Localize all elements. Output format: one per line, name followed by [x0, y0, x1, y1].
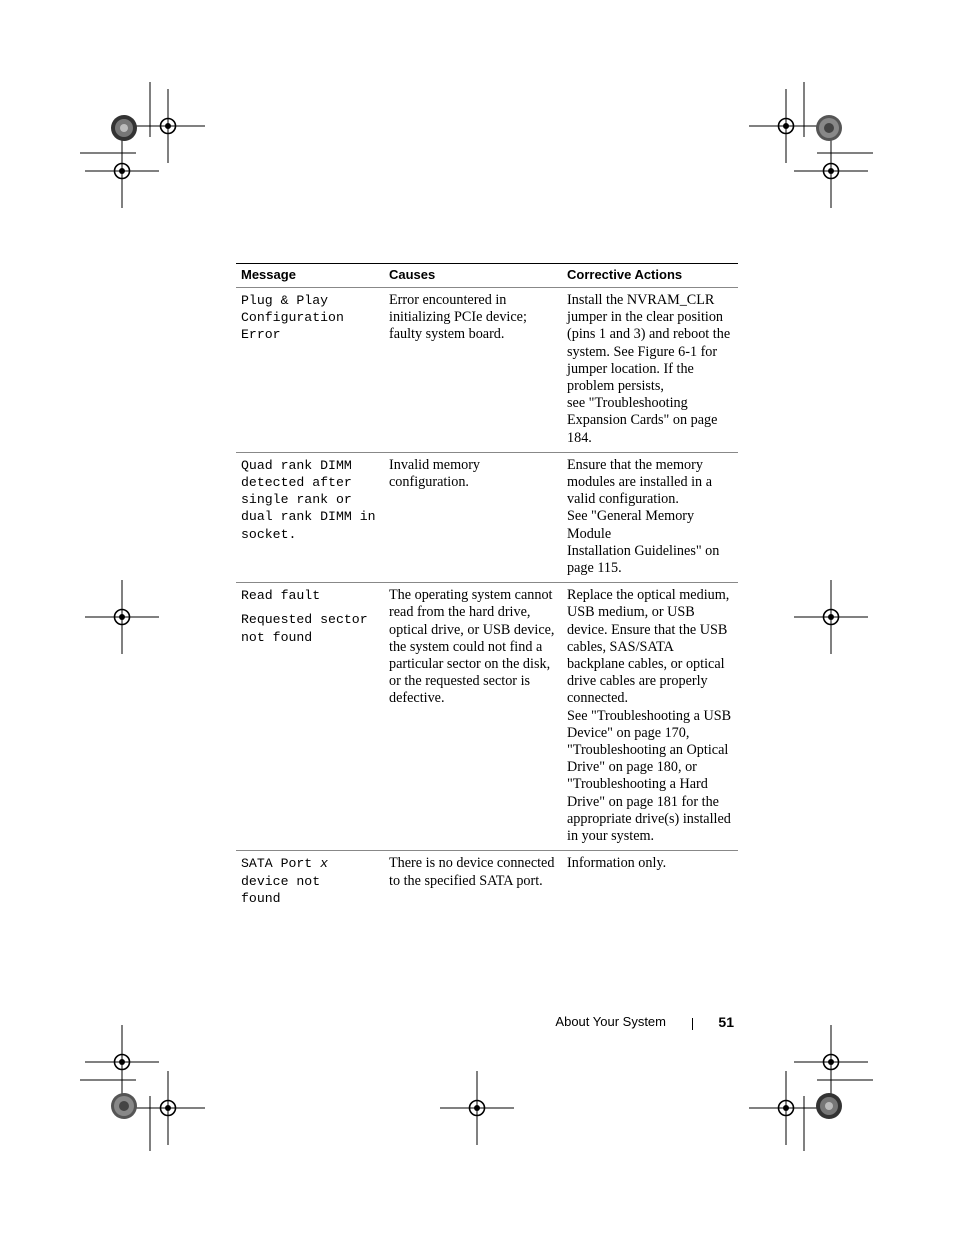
registration-mark	[85, 1025, 159, 1099]
message-variable: x	[320, 856, 329, 872]
registration-mark	[131, 89, 205, 163]
table-row	[236, 452, 738, 582]
color-target	[816, 1093, 842, 1119]
action-text: Ensure that the memory modules are installed in a valid configuration.	[567, 456, 712, 508]
registration-mark	[749, 1071, 823, 1145]
registration-mark	[440, 1071, 514, 1145]
table-row	[236, 583, 738, 851]
message-text: Read fault	[241, 588, 321, 604]
message-text	[241, 855, 380, 907]
action-text: Information only.	[567, 855, 667, 872]
registration-mark	[749, 89, 823, 163]
color-target	[111, 1093, 137, 1119]
registration-mark	[794, 134, 868, 208]
registration-mark	[794, 1025, 868, 1099]
color-target	[816, 115, 842, 141]
message-cell	[236, 851, 384, 912]
message-text: Plug & Play Configuration Error	[241, 293, 344, 343]
action-text: See "General Memory Module	[567, 508, 695, 542]
action-cell	[562, 452, 738, 582]
action-cell	[562, 288, 738, 453]
header-causes: Causes	[384, 264, 562, 288]
message-rest: device not found	[241, 873, 321, 906]
footer-divider	[692, 1018, 693, 1030]
message-cell	[236, 452, 384, 582]
message-cell	[236, 583, 384, 851]
action-cell	[562, 851, 738, 912]
message-text: Quad rank DIMM detected after single rank or dual rank DIMM in socket.	[241, 457, 376, 542]
cause-cell: Invalid memory configuration.	[384, 452, 562, 582]
registration-mark	[794, 580, 868, 654]
cause-cell: Error encountered in initializing PCIe device; faulty system board.	[384, 288, 562, 453]
message-cell	[236, 288, 384, 453]
header-corrective-actions: Corrective Actions	[562, 264, 738, 288]
table-header-row	[236, 264, 738, 288]
table-row	[236, 851, 738, 912]
header-message: Message	[236, 264, 384, 288]
action-text: See "Troubleshooting a USB Device" on page 170, "Troubleshooting an Optical Drive" on page 180, or "Troubleshooting a Hard Drive" on page 181 for the appropriate drive(s) installed in your system.	[567, 707, 732, 845]
registration-mark	[131, 1071, 205, 1145]
color-target	[111, 115, 137, 141]
footer-section-title: About Your System	[555, 1014, 666, 1029]
registration-mark	[85, 134, 159, 208]
action-cell	[562, 583, 738, 851]
action-text: Install the NVRAM_CLR jumper in the clear position (pins 1 and 3) and reboot the system. See Figure 6-1 for jumper location. If the problem persists,	[567, 292, 731, 395]
message-text: Requested sector not found	[241, 612, 368, 645]
cause-cell: The operating system cannot read from the hard drive, optical drive, or USB device, the system could not find a particular sector on the disk, or the requested sector is defective.	[384, 583, 562, 851]
registration-mark	[85, 580, 159, 654]
message-prefix: SATA Port	[241, 856, 321, 872]
action-text: Installation Guidelines" on page 115.	[567, 542, 720, 577]
page-number: 51	[718, 1014, 734, 1030]
error-message-table	[236, 263, 738, 912]
cause-cell: There is no device connected to the specified SATA port.	[389, 855, 555, 889]
action-text: Replace the optical medium, USB medium, or USB device. Ensure that the USB cables, SAS/SATA backplane cables, or optical drive cables are properly connected.	[567, 587, 730, 707]
table-row	[236, 288, 738, 453]
action-text: see "Troubleshooting Expansion Cards" on page 184.	[567, 395, 718, 446]
